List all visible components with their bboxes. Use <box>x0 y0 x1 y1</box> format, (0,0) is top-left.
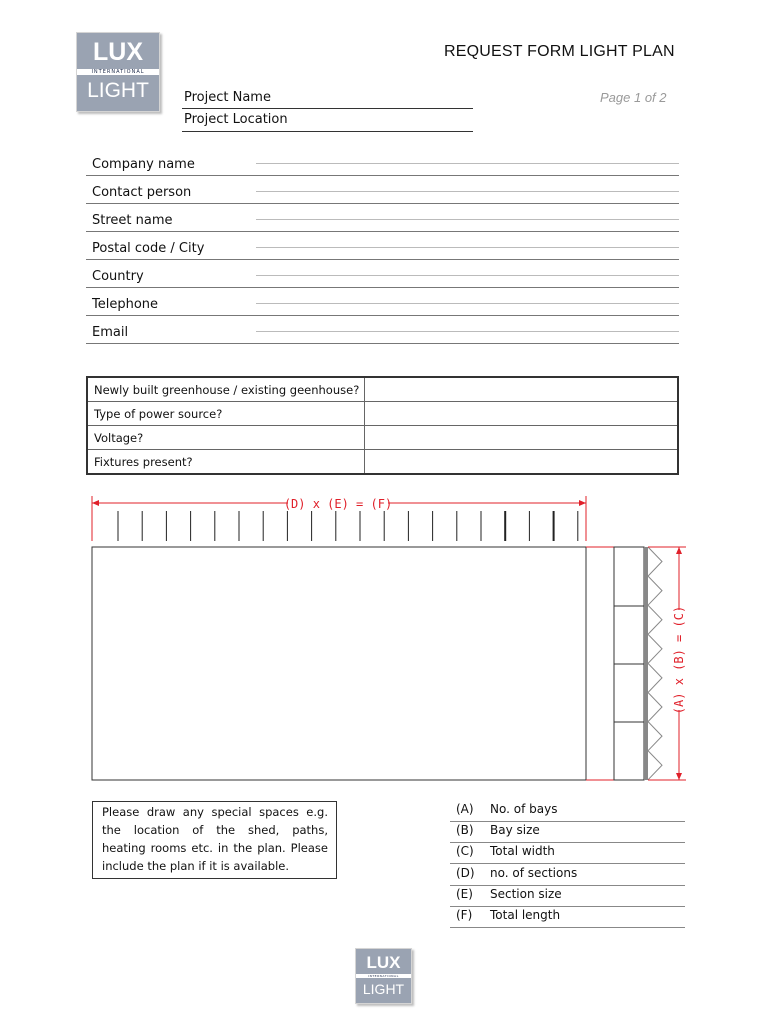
width-arrow-top <box>676 547 682 554</box>
project-location-label: Project Location <box>184 112 288 127</box>
width-arrow-bottom <box>676 773 682 780</box>
bay-hatch <box>644 547 648 780</box>
length-arrow-left <box>92 500 99 506</box>
bay-zigzag <box>648 547 662 780</box>
form-title: REQUEST FORM LIGHT PLAN <box>444 43 675 60</box>
legend-code: (B) <box>456 823 474 838</box>
contact-field-label: Company name <box>92 157 195 172</box>
legend-code: (E) <box>456 886 473 901</box>
project-name-label: Project Name <box>184 90 271 105</box>
page-indicator: Page 1 of 2 <box>600 90 667 105</box>
legend-label: no. of sections <box>490 865 578 880</box>
legend-code: (C) <box>456 844 474 859</box>
length-formula: (D) x (E) = (F) <box>283 497 393 511</box>
greenhouse-plan-area <box>92 547 586 780</box>
legend-label: Bay size <box>490 823 540 838</box>
legend-code: (F) <box>456 908 473 922</box>
question-label: Type of power source? <box>87 402 365 426</box>
contact-field-label: Telephone <box>92 297 159 312</box>
question-label: Voltage? <box>87 426 365 450</box>
contact-field-label: Contact person <box>92 185 192 200</box>
legend-label: No. of bays <box>490 802 558 816</box>
legend-row <box>450 821 685 843</box>
length-arrow-right <box>579 500 586 506</box>
legend-row <box>450 906 685 928</box>
legend-row <box>450 864 685 886</box>
logo-word: LIGHT <box>77 75 159 111</box>
legend-row <box>450 800 685 822</box>
contact-field-label: Street name <box>92 213 173 228</box>
contact-field-label: Postal code / City <box>92 241 205 256</box>
contact-field-label: Email <box>92 325 129 340</box>
footer-logo-brand: LUX <box>356 949 411 974</box>
drawing-instructions-note <box>92 801 337 879</box>
contact-field-label: Country <box>92 269 144 284</box>
footer-logo-word: LIGHT <box>356 978 411 1003</box>
section-ticks <box>118 511 578 541</box>
logo-brand: LUX <box>77 33 159 69</box>
legend-label: Total length <box>490 908 561 922</box>
legend-label: Total width <box>490 844 555 859</box>
note-text: Please draw any special spaces e.g. the location of the shed, paths, heating rooms etc. in the plan. Please include the plan if it is available. <box>102 805 328 873</box>
logo-sub: INTERNATIONAL <box>77 69 159 75</box>
legend-code: (D) <box>456 865 475 880</box>
question-label: Newly built greenhouse / existing geenhouse? <box>87 377 365 402</box>
footer-logo <box>355 948 412 1004</box>
footer-logo-sub: INTERNATIONAL <box>356 974 411 978</box>
width-formula: (A) x (B) = (C) <box>672 605 686 715</box>
legend-label: Section size <box>490 886 562 901</box>
legend-row <box>450 885 685 907</box>
legend-code: (A) <box>456 802 474 816</box>
legend-row <box>450 842 685 864</box>
question-label: Fixtures present? <box>87 450 365 475</box>
